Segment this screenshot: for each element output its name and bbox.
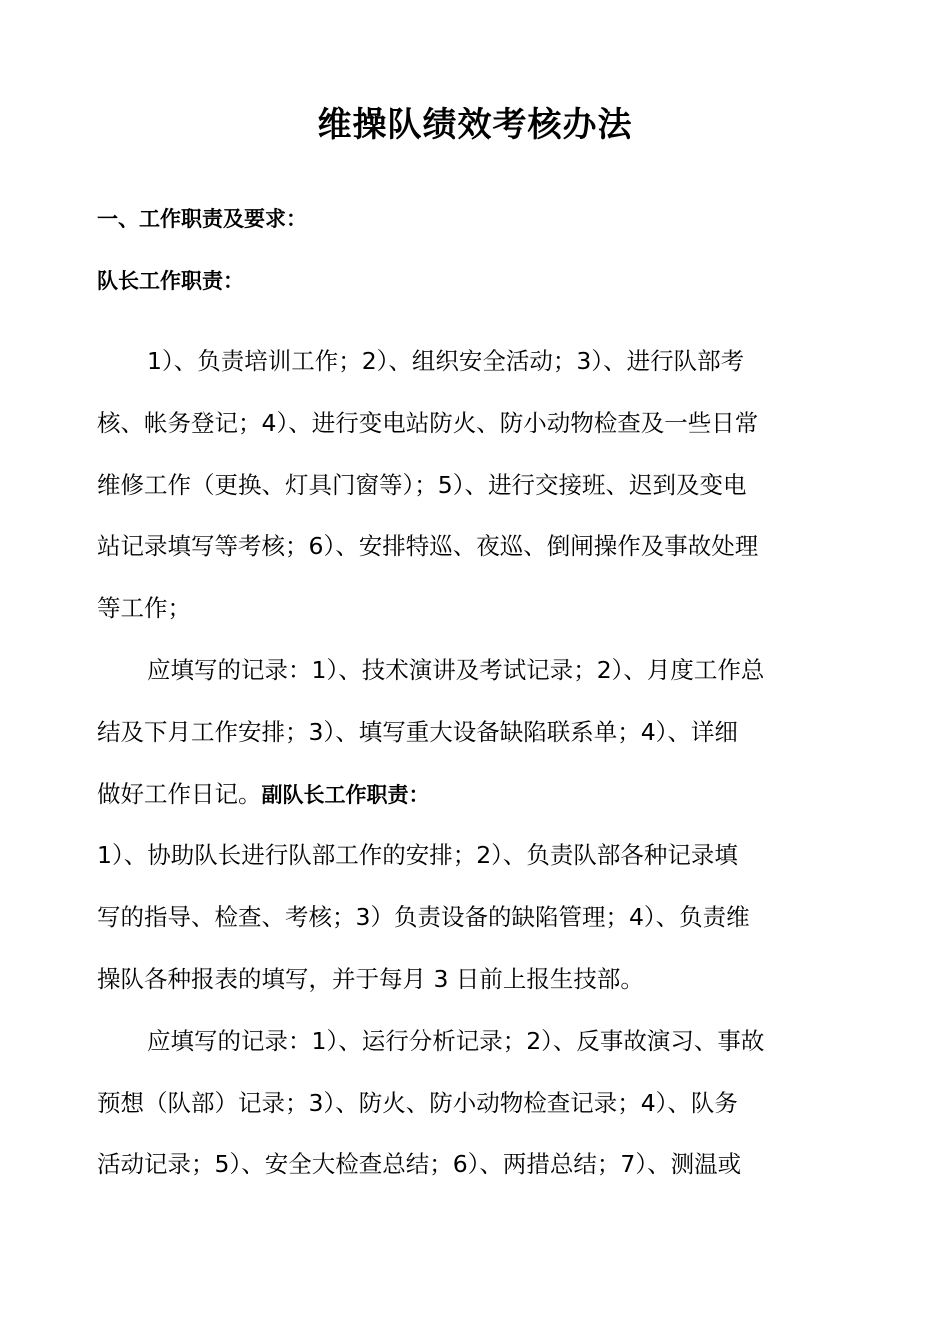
captain-duties-line: 等工作； [97,594,191,623]
captain-records-line-with-heading [97,764,857,826]
vice-captain-records-line: 应填写的记录：1）、运行分析记录；2）、反事故演习、事故 [147,1026,765,1055]
vice-captain-records-line: 活动记录；5）、安全大检查总结；6）、两措总结；7）、测温或 [97,1150,742,1179]
vice-captain-records-line: 预想（队部）记录；3）、防火、防小动物检查记录；4）、队务 [97,1088,738,1117]
captain-duties-line: 1）、负责培训工作；2）、组织安全活动；3）、进行队部考 [147,347,745,375]
captain-records-line: 应填写的记录：1）、技术演讲及考试记录；2）、月度工作总 [147,655,765,684]
vice-captain-duties-line: 写的指导、检查、考核；3）负责设备的缺陷管理；4）、负责维 [97,903,750,932]
captain-duties-line: 站记录填写等考核；6）、安排特巡、夜巡、倒闸操作及事故处理 [97,532,759,561]
captain-duties-heading: 队长工作职责： [97,269,244,293]
captain-records-line: 结及下月工作安排；3）、填写重大设备缺陷联系单；4）、详细 [97,717,738,746]
vice-captain-duties-line: 1）、协助队长进行队部工作的安排；2）、负责队部各种记录填 [97,841,738,870]
body-text-block [97,331,857,1196]
section-heading-duties: 一、工作职责及要求： [97,207,307,231]
captain-duties-line: 维修工作（更换、灯具门窗等）；5）、进行交接班、迟到及变电 [97,470,747,499]
captain-duties-line: 核、帐务登记；4）、进行变电站防火、防小动物检查及一些日常 [97,408,759,437]
vice-captain-duties-heading: 副队长工作职责： [261,782,430,807]
captain-records-line: 做好工作日记。 [97,779,262,808]
vice-captain-duties-line: 操队各种报表的填写，并于每月 3 日前上报生技部。 [97,964,644,993]
document-title: 维操队绩效考核办法 [317,105,633,145]
